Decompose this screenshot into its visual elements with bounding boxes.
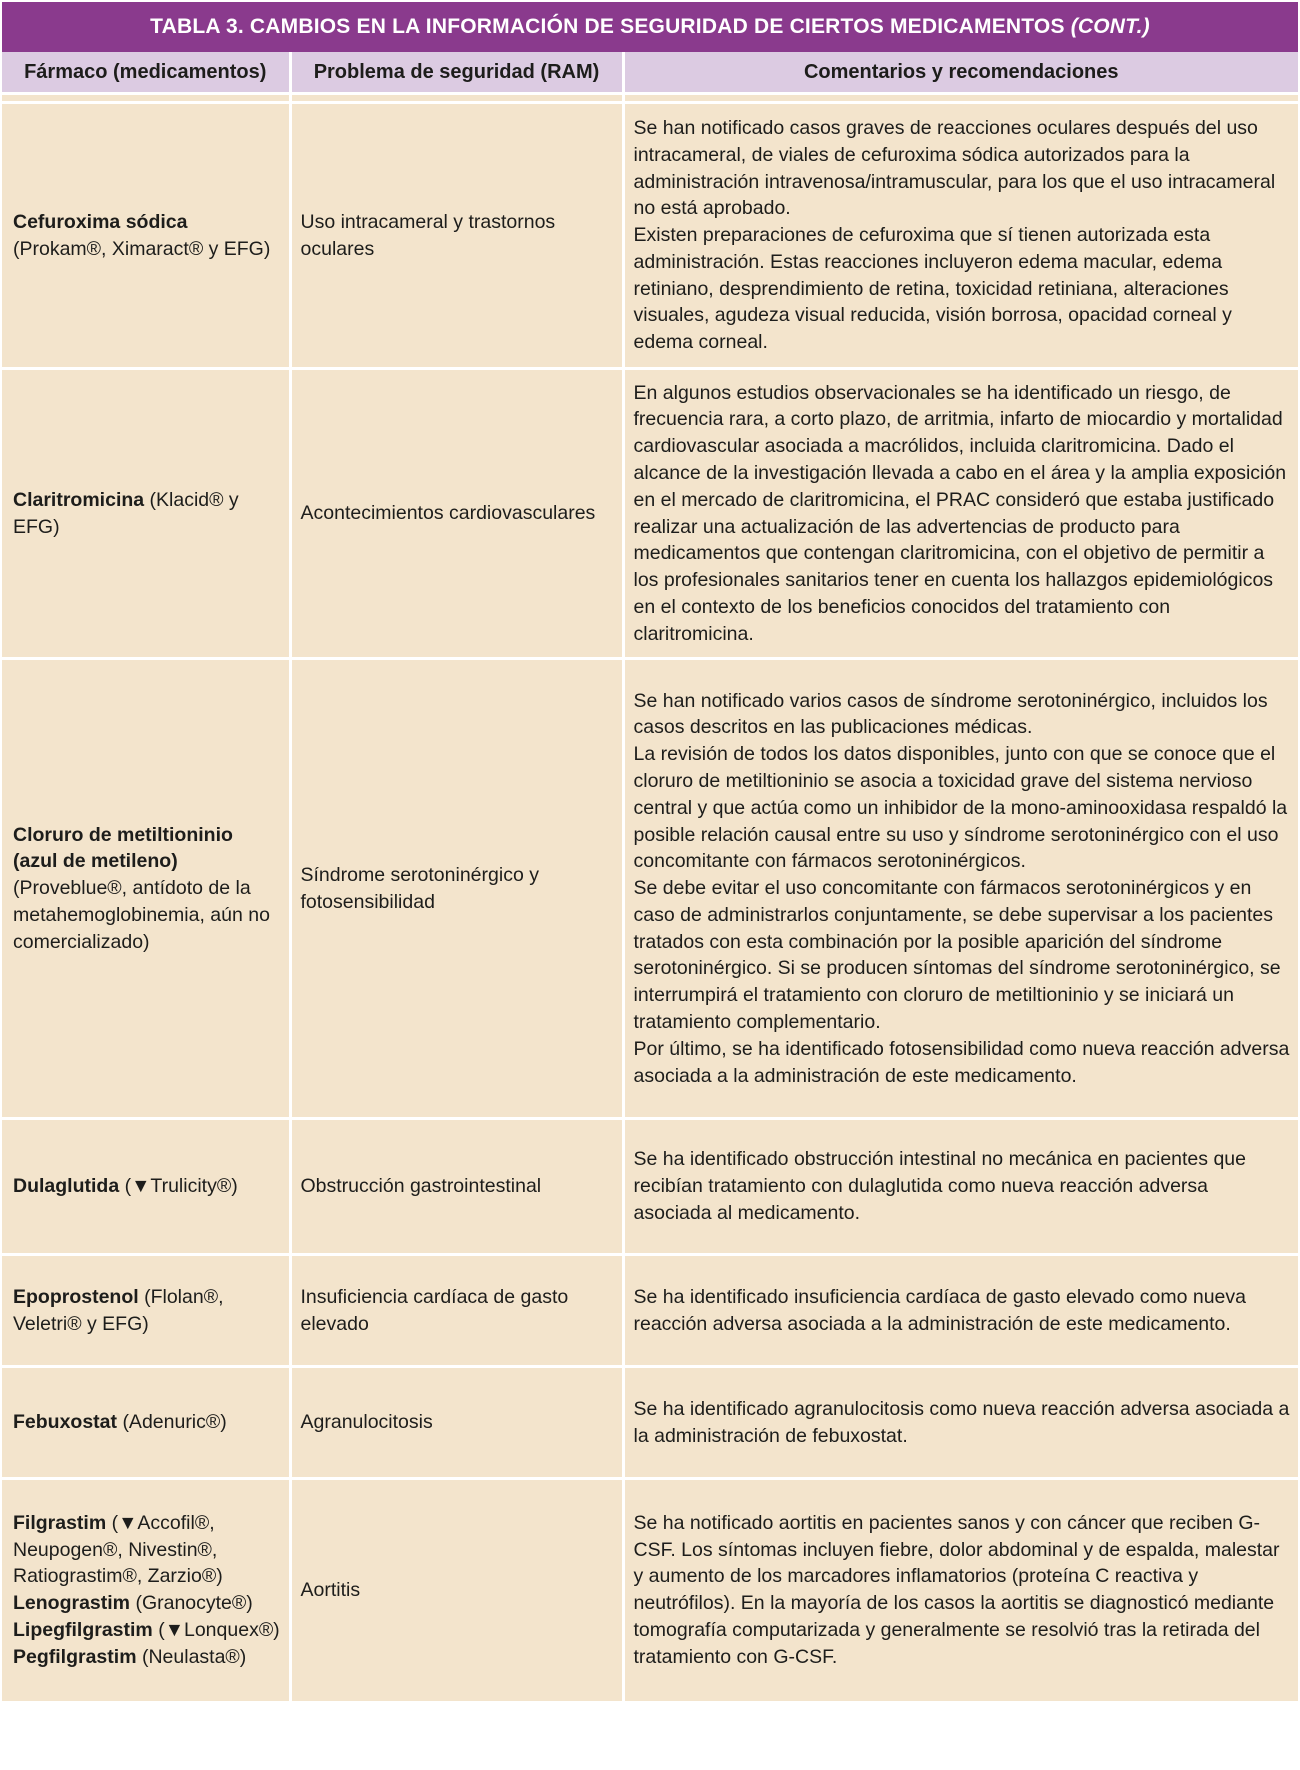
table-title — [2, 2, 1298, 52]
drug-name: Filgrastim — [13, 1511, 107, 1534]
drug-detail: (Granocyte®) — [135, 1592, 253, 1615]
drug-detail: (Neulasta®) — [141, 1645, 247, 1668]
drug-cell — [2, 103, 290, 369]
column-header-problem: Problema de seguridad (RAM) — [290, 52, 623, 94]
drug-detail: (Flolan®, Veletri® y EFG) — [13, 1285, 224, 1335]
table-spacer-row — [2, 94, 1298, 103]
problem-cell: Obstrucción gastrointestinal — [290, 1119, 623, 1255]
comment-paragraph: La revisión de todos los datos disponibles, junto con que se conoce que el cloruro de metiltioninio se asocia a toxicidad grave del sistema nervioso central y que actúa como un inhibidor de la mono-aminooxidasa respaldó la posible relación causal entre su uso y síndrome serotoninérgico con el uso concomitante con fármacos serotoninérgicos. — [633, 743, 1288, 873]
drug-cell — [2, 1367, 290, 1479]
comment-paragraph: Se han notificado casos graves de reacciones oculares después del uso intracameral, de viales de cefuroxima sódica autorizados para la administración intravenosa/intramuscular, para los que el uso intracameral no está aprobado. — [633, 116, 1276, 220]
table-row — [2, 1119, 1298, 1255]
problem-cell: Acontecimientos cardiovasculares — [290, 369, 623, 659]
drug-name: Lipegfilgrastim — [13, 1619, 153, 1642]
comment-cell — [623, 1255, 1298, 1367]
comment-paragraph: Existen preparaciones de cefuroxima que sí tienen autorizada esta administración. Estas reacciones incluyeron edema macular, edema retiniano, desprendimiento de retina, toxicidad retiniana, alteraciones visuales, agudeza visual reducida, visión borrosa, opacidad corneal y edema corneal. — [633, 224, 1232, 354]
comment-cell — [623, 1119, 1298, 1255]
problem-cell: Agranulocitosis — [290, 1367, 623, 1479]
comment-cell — [623, 1367, 1298, 1479]
column-header-comments: Comentarios y recomendaciones — [623, 52, 1298, 94]
column-header-drug: Fármaco (medicamentos) — [2, 52, 290, 94]
table-row — [2, 1255, 1298, 1367]
comment-paragraph: Se ha identificado obstrucción intestinal no mecánica en pacientes que recibían tratamiento con dulaglutida como nueva reacción adversa asociada al medicamento. — [633, 1148, 1246, 1224]
drug-cell — [2, 1119, 290, 1255]
comment-paragraph: Se ha identificado insuficiencia cardíaca de gasto elevado como nueva reacción adversa asociada a la administración de este medicamento. — [633, 1285, 1246, 1335]
drug-detail: (▼Accofil®, Neupogen®, Nivestin®, Ratiograstim®, Zarzio®) — [13, 1511, 223, 1588]
drug-name: Claritromicina — [13, 488, 145, 511]
drug-name: Pegfilgrastim — [13, 1645, 137, 1668]
drug-name: Febuxostat — [13, 1411, 118, 1434]
comment-cell — [623, 1479, 1298, 1701]
comment-cell — [623, 369, 1298, 659]
comment-paragraph: Se ha notificado aortitis en pacientes sanos y con cáncer que reciben G-CSF. Los síntomas incluyen fiebre, dolor abdominal y de espalda, malestar y aumento de los marcadores inflamatorios (proteína C reactiva y neutrófilos). En la mayoría de los casos la aortitis se diagnosticó mediante tomografía computarizada y generalmente se resolvió tras la retirada del tratamiento con G-CSF. — [633, 1511, 1280, 1668]
comment-paragraph: Por último, se ha identificado fotosensibilidad como nueva reacción adversa asociada a la administración de este medicamento. — [633, 1037, 1290, 1087]
comment-paragraph: Se debe evitar el uso concomitante con fármacos serotoninérgicos y en caso de administrarlos conjuntamente, se debe supervisar a los pacientes tratados con esta combinación por la posible aparición del síndrome serotoninérgico. Si se producen síntomas del síndrome serotoninérgico, se interrumpirá el tratamiento con cloruro de metiltioninio y se iniciará un tratamiento complementario. — [633, 877, 1281, 1034]
comment-paragraph: Se ha identificado agranulocitosis como nueva reacción adversa asociada a la administración de febuxostat. — [633, 1397, 1290, 1447]
problem-cell: Uso intracameral y trastornos oculares — [290, 103, 623, 369]
table-title-suffix: (CONT.) — [1070, 15, 1150, 38]
safety-table — [2, 2, 1298, 1701]
table-title-row — [2, 2, 1298, 52]
safety-table-container — [2, 2, 1298, 1701]
drug-name: Lenograstim — [13, 1592, 131, 1615]
table-header-row — [2, 52, 1298, 94]
comment-paragraph: Se han notificado varios casos de síndrome serotoninérgico, incluidos los casos descritos en las publicaciones médicas. — [633, 689, 1268, 739]
table-row — [2, 369, 1298, 659]
table-title-text: TABLA 3. CAMBIOS EN LA INFORMACIÓN DE SEGURIDAD DE CIERTOS MEDICAMENTOS — [150, 15, 1065, 38]
comment-paragraph: En algunos estudios observacionales se ha identificado un riesgo, de frecuencia rara, a corto plazo, de arritmia, infarto de miocardio y mortalidad cardiovascular asociada a macrólidos, incluida claritromicina. Dado el alcance de la investigación llevada a cabo en el área y la amplia exposición en el mercado de claritromicina, el PRAC consideró que estaba justificado realizar una actualización de las advertencias de producto para medicamentos que contengan claritromicina, con el objetivo de permitir a los profesionales sanitarios tener en cuenta los hallazgos epidemiológicos en el contexto de los beneficios conocidos del tratamiento con claritromicina. — [633, 381, 1287, 645]
drug-name: Epoprostenol — [13, 1285, 139, 1308]
drug-cell — [2, 1255, 290, 1367]
drug-detail: (Proveblue®, antídoto de la metahemoglobinemia, aún no comercializado) — [13, 877, 270, 953]
drug-detail: (Klacid® y EFG) — [13, 488, 239, 538]
drug-name: Dulaglutida — [13, 1175, 120, 1198]
table-row — [2, 1367, 1298, 1479]
problem-cell: Aortitis — [290, 1479, 623, 1701]
drug-detail: (Adenuric®) — [122, 1411, 227, 1434]
problem-cell: Síndrome serotoninérgico y fotosensibilidad — [290, 659, 623, 1119]
table-row — [2, 103, 1298, 369]
drug-cell — [2, 1479, 290, 1701]
comment-cell — [623, 659, 1298, 1119]
drug-detail: (Prokam®, Ximaract® y EFG) — [13, 237, 271, 260]
comment-cell — [623, 103, 1298, 369]
drug-detail: (▼Trulicity®) — [124, 1175, 238, 1198]
drug-detail: (▼Lonquex®) — [158, 1619, 280, 1642]
drug-name: Cefuroxima sódica — [13, 210, 188, 233]
drug-cell — [2, 659, 290, 1119]
table-row — [2, 1479, 1298, 1701]
drug-name: Cloruro de metiltioninio (azul de metileno) — [13, 823, 233, 873]
table-row — [2, 659, 1298, 1119]
problem-cell: Insuficiencia cardíaca de gasto elevado — [290, 1255, 623, 1367]
drug-cell — [2, 369, 290, 659]
